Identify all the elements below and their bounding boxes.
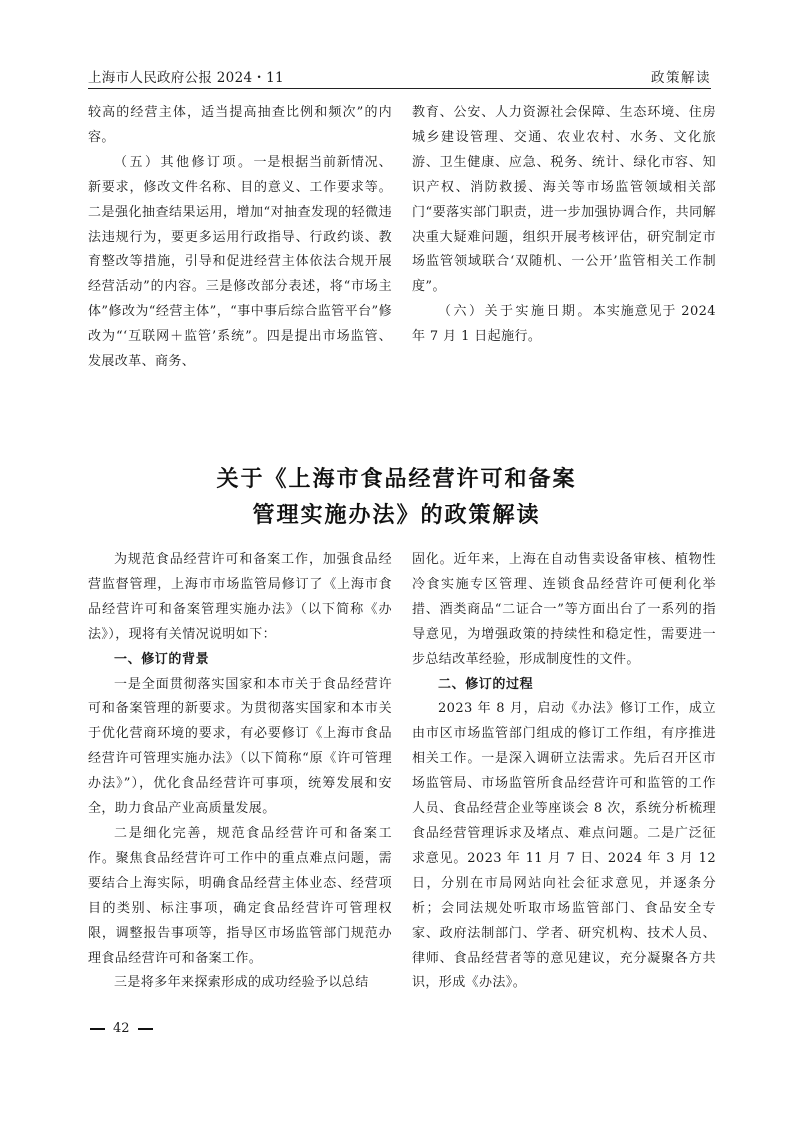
article-right-column <box>412 548 716 996</box>
article-title-line-2: 管理实施办法》的政策解读 <box>252 503 541 528</box>
item-lead: （六）关于实施日期。 <box>438 304 593 320</box>
continued-text: 固化。近年来，上海在自动售卖设备审核、植物性冷食实施专区管理、连锁食品经营许可便利化举措、酒类商品“二证合一”等方面出台了一系列的指导意见，为增强政策的持续性和稳定性，需要进一步总结改革经验，形成制度性的文件。 <box>412 552 716 667</box>
continued-text: 教育、公安、人力资源社会保障、生态环境、住房城乡建设管理、交通、农业农村、水务、文化旅游、卫生健康、应急、税务、统计、绿化市容、知识产权、消防救援、海关等市场监管领域相关部门“要落实部门职责，进一步加强协调合作，共同解决重大疑难问题，组织开展考核评估，研究制定市场监管领域联合‘双随机、一公开’监管相关工作制度”。 <box>412 105 716 295</box>
paragraph: 一是全面贯彻落实国家和本市关于食品经营许可和备案管理的新要求。为贯彻落实国家和本市关于优化营商环境的要求，有必要修订《上海市食品经营许可管理实施办法》（以下简称“原《许可管理办法》”），优化食品经营许可事项，统筹发展和安全，助力食品产业高质量发展。 <box>88 676 392 817</box>
previous-article-left-column <box>88 101 392 375</box>
item-body: 一是根据当前新情况、新要求，修改文件名称、目的意义、工作要求等。二是强化抽查结果运用，增加“对抽查发现的轻微违法违规行为，要更多运用行政指导、行政约谈、教育整改等措施，引导和促进经营主体依法合规开展经营活动”的内容。三是修改部分表述，将“市场主体”修改为“经营主体”，“事中事后综合监管平台”修改为“‘互联网＋监管’系统”。四是提出市场监管、发展改革、商务、 <box>88 154 392 370</box>
article-left-column <box>88 548 392 996</box>
intro-paragraph: 为规范食品经营许可和备案工作，加强食品经营监督管理，上海市市场监管局修订了《上海市食品经营许可和备案管理实施办法》（以下简称《办法》），现将有关情况说明如下： <box>88 552 392 642</box>
article-title-line-1: 关于《上海市食品经营许可和备案 <box>216 467 577 492</box>
paragraph <box>88 151 392 375</box>
paragraph: 二是细化完善，规范食品经营许可和备案工作。聚焦食品经营许可工作中的重点难点问题，需要结合上海实际，明确食品经营主体业态、经营项目的类别、标注事项，确定食品经营许可管理权限，调整报告事项等，指导区市场监管部门规范办理食品经营许可和备案工作。 <box>88 825 392 966</box>
page-number <box>90 1021 153 1036</box>
dash-decoration <box>90 1028 105 1030</box>
item-body: 本实施意见于 2024 年 7 月 1 日起施行。 <box>412 304 716 345</box>
publication-title: 上海市人民政府公报 2024・11 <box>88 70 284 86</box>
dash-decoration <box>138 1028 153 1030</box>
continued-text: 较高的经营主体，适当提高抽查比例和频次”的内容。 <box>88 105 392 145</box>
item-lead: （五）其他修订项。 <box>114 154 254 170</box>
section-heading: 二、修订的过程 <box>438 676 534 692</box>
section-label: 政策解读 <box>651 70 711 86</box>
paragraph: 2023 年 8 月，启动《办法》修订工作，成立由市区市场监管部门组成的修订工作组，有序推进相关工作。一是深入调研立法需求。先后召开区市场监管局、市场监管所食品经营许可和监管的工作人员、食品经营企业等座谈会 8 次，系统分析梳理食品经营管理诉求及堵点、难点问题。二是广泛征求意见。2023 年 11 月 7 日、2024 年 3 月 12 日，分别在市局网站向社会征求意见，并逐条分析；会同法规处听取市场监管部门、食品安全专家、政府法制部门、学者、研究机构、技术人员、律师、食品经营者等的意见建议，充分凝聚各方共识，形成《办法》。 <box>412 701 716 991</box>
paragraph: 三是将多年来探索形成的成功经验予以总结 <box>114 975 369 991</box>
page-number-text: 42 <box>113 1021 130 1036</box>
previous-article-right-column <box>412 101 716 350</box>
section-heading: 一、修订的背景 <box>114 651 210 667</box>
paragraph <box>412 300 716 350</box>
running-header <box>88 66 711 89</box>
